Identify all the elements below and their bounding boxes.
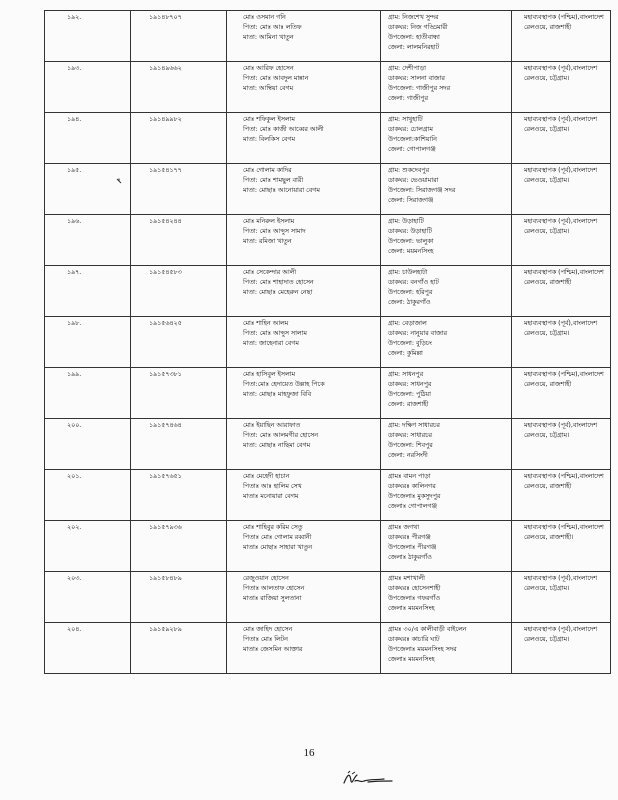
address-line: উপজেলাঃ ময়মনসিংহ সদর — [388, 646, 457, 653]
posting-line: রেলওয়ে, রাজশাহী — [524, 24, 572, 31]
posting-office-cell — [512, 62, 611, 113]
serial-cell: ২০২. — [45, 521, 131, 572]
posting-line: মহাব্যবস্থাপক (পশ্চিম),বাংলাদেশ — [524, 14, 604, 21]
candidate-name-cell — [227, 11, 381, 62]
address-cell — [381, 266, 512, 317]
posting-line: রেলওয়ে, চট্টগ্রাম। — [524, 75, 570, 82]
address-line: গ্রামঃ বামন পাড়া — [388, 473, 431, 480]
address-line: ডাকঘর: নিজ গড্ডিমারী — [388, 24, 448, 31]
address-line: উপজেলা: সিরাজগঞ্জ সদর — [388, 187, 456, 194]
posting-line: রেলওয়ে, চট্টগ্রাম। — [524, 585, 570, 592]
name-line: পিতা: মোঃ আব্দুস সালাম — [243, 330, 307, 337]
table-row — [45, 266, 611, 317]
name-line: পিতা: মোঃ আব্দুস সামাদ — [243, 228, 306, 235]
roll-number-cell: ১৯১৫৭৬৫১ — [131, 470, 227, 521]
address-line: জেলা: সিরাজগঞ্জ — [388, 197, 434, 204]
posting-office-cell — [512, 470, 611, 521]
posting-office-cell — [512, 419, 611, 470]
table-row — [45, 368, 611, 419]
address-line: ডাকঘর: বনগাঁও হাট — [388, 279, 439, 286]
serial-cell: ১৯২. — [45, 11, 131, 62]
posting-line: মহাব্যবস্থাপক (পূর্ব),বাংলাদেশ — [524, 422, 597, 429]
address-line: উপজেলা: হরিপুর — [388, 289, 433, 296]
address-cell — [381, 11, 512, 62]
address-cell — [381, 419, 512, 470]
name-line: মোঃ শফিকুল ইসলাম — [243, 116, 295, 123]
address-line: ডাকঘর: ভেওয়ামারা — [388, 177, 439, 184]
address-line: গ্রাম: বেড়াজাল — [388, 320, 427, 327]
address-line: জেলা: কুমিল্লা — [388, 350, 423, 357]
candidate-name-cell — [227, 164, 381, 215]
table-row — [45, 215, 611, 266]
table-row — [45, 572, 611, 623]
posting-office-cell — [512, 266, 611, 317]
candidate-name-cell — [227, 623, 381, 674]
name-line: পিতা:মোঃ হেদায়েত উল্লাহ পিকে — [243, 381, 325, 388]
address-line: উপজেলাঃ মুকসুদপুর — [388, 493, 441, 500]
address-line: ডাকঘরঃ হোসেনশাহী — [388, 585, 441, 592]
roll-number-cell: ১৯১৪৯৬৬২ — [131, 62, 227, 113]
serial-cell: ১৯৫. — [45, 164, 131, 215]
address-cell — [381, 470, 512, 521]
address-line: গ্রামঃ জগথা — [388, 524, 420, 531]
name-line: পিতা: মোঃ শামছুল বারী — [243, 177, 304, 184]
address-line: উপজেলা: গাজীপুর সদর — [388, 85, 451, 92]
name-line: মোঃ হাসিবুল ইসলাম — [243, 371, 295, 378]
serial-cell: ২০১. — [45, 470, 131, 521]
posting-line: রেলওয়ে, চট্টগ্রাম। — [524, 636, 570, 643]
table-row — [45, 113, 611, 164]
table-row — [45, 419, 611, 470]
table-row — [45, 317, 611, 368]
address-cell — [381, 521, 512, 572]
serial-cell: ১৯৪. — [45, 113, 131, 164]
address-line: উপজেলা: শিবপুর — [388, 442, 433, 449]
roll-number-cell: ১৯১৫৭৪৬৪ — [131, 419, 227, 470]
roll-number-cell: ১৯১৪৮৭০৭ — [131, 11, 227, 62]
page-number: 16 — [303, 747, 315, 759]
address-cell — [381, 62, 512, 113]
roll-number-cell: ১৯১৫৪৫৮৩ — [131, 266, 227, 317]
address-cell — [381, 113, 512, 164]
address-line: জেলা: ময়মনসিংহ — [388, 248, 434, 255]
posting-line: মহাব্যবস্থাপক (পশ্চিম),বাংলাদেশ — [524, 524, 604, 531]
table-row — [45, 62, 611, 113]
address-cell — [381, 368, 512, 419]
address-line: জেলাঃ ঠাকুরগাঁও — [388, 554, 432, 561]
name-line: পিতা: মোঃ আবদুল মান্নান — [243, 75, 309, 82]
posting-line: মহাব্যবস্থাপক (পূর্ব),বাংলাদেশ — [524, 626, 597, 633]
address-line: গ্রাম: চাউলহাটা — [388, 269, 428, 276]
name-line: মাতা: রমিজা খাতুন — [243, 238, 292, 245]
name-line: মাতাঃ মোছাঃ সাহারা খাতুন — [243, 544, 312, 551]
posting-line: রেলওয়ে, চট্টগ্রাম। — [524, 177, 570, 184]
address-cell — [381, 317, 512, 368]
posting-line: মহাব্যবস্থাপক (পশ্চিম),বাংলাদেশ — [524, 269, 604, 276]
name-line: মোঃ মনিরুল ইসলাম — [243, 218, 295, 225]
posting-line: রেলওয়ে, চট্টগ্রাম। — [524, 126, 570, 133]
candidate-name-cell — [227, 521, 381, 572]
name-line: মাতাঃ রাজিয়া সুলতানা — [243, 595, 302, 602]
address-line: উপজেলা: বুড়িচং — [388, 340, 432, 347]
address-line: ডাকঘরঃ কালিনগর — [388, 483, 436, 490]
address-line: উপজেলাঃ পীরগঞ্জ — [388, 544, 437, 551]
posting-line: রেলওয়ে, রাজশাহী — [524, 381, 572, 388]
name-line: পিতা: মোঃ আঃ লতিফ — [243, 24, 302, 31]
posting-line: রেলওয়ে, চট্টগ্রাম। — [524, 228, 570, 235]
name-line: মাতা: মোছাঃ মেহেরুন নেছা — [243, 289, 313, 296]
name-line: পিতাঃ আলতাফ হোসেন — [243, 585, 305, 592]
address-line: জেলাঃ ময়মনসিংহ — [388, 656, 435, 663]
posting-office-cell — [512, 317, 611, 368]
posting-line: রেলওয়ে, চট্টগ্রাম। — [524, 330, 570, 337]
address-line: জেলাঃ ময়মনসিংহ — [388, 605, 435, 612]
posting-office-cell — [512, 623, 611, 674]
address-cell — [381, 623, 512, 674]
name-line: মাতা: মোছাঃ মাহফুজা বিবি — [243, 391, 312, 398]
roll-number-cell: ১৯১৫৮৪৮৯ — [131, 572, 227, 623]
name-line: মাতা: মোছাঃ আনোয়ারা বেগম — [243, 187, 320, 194]
posting-office-cell — [512, 572, 611, 623]
posting-line: রেলওয়ে, রাজশাহী — [524, 483, 572, 490]
posting-line: মহাব্যবস্থাপক (পশ্চিম),বাংলাদেশ — [524, 371, 604, 378]
candidate-name-cell — [227, 572, 381, 623]
roll-number-cell: ১৯১৫৭৯৩৬ — [131, 521, 227, 572]
name-line: রেজুওয়ান হোসেন — [243, 575, 289, 582]
address-line: উপজেলা: পুঠিয়া — [388, 391, 431, 398]
address-line: ডাকঘর: নানুয়ার বাজার — [388, 330, 447, 337]
posting-line: রেলওয়ে, রাজশাহী। — [524, 534, 574, 541]
address-line: উপজেলাঃ গফরগাঁও — [388, 595, 441, 602]
posting-line: মহাব্যবস্থাপক (পূর্ব),বাংলাদেশ — [524, 218, 597, 225]
name-line: মাতা: আম্বিয়া বেগম — [243, 85, 294, 92]
posting-office-cell — [512, 368, 611, 419]
name-line: মোঃ মেহেদী হাচান — [243, 473, 290, 480]
name-line: মাতা: আমিনা খাতুন — [243, 34, 294, 41]
table-row — [45, 521, 611, 572]
posting-office-cell — [512, 113, 611, 164]
address-line: গ্রামঃ ৩০/এ কালীবাড়ী বাইলেন — [388, 626, 467, 633]
address-line: গ্রাম: উড়াহাটি — [388, 218, 424, 225]
address-line: ডাকঘরঃ পীরগঞ্জ — [388, 534, 431, 541]
posting-office-cell — [512, 11, 611, 62]
posting-line: মহাব্যবস্থাপক (পূর্ব),বাংলাদেশ — [524, 575, 597, 582]
address-line: উপজেলা:কাশিয়ানি — [388, 136, 437, 143]
posting-line: রেলওয়ে, রাজশাহী — [524, 279, 572, 286]
serial-cell: ২০৪. — [45, 623, 131, 674]
roll-number-cell: ১৯১৫৬৪২৫ — [131, 317, 227, 368]
address-line: ডাকঘর: সাধারচর — [388, 432, 433, 439]
address-line: গ্রামঃ মশাখালী — [388, 575, 425, 582]
name-line: পিতাঃ মোঃ লিটন — [243, 636, 288, 643]
name-line: পিতা: মোঃ কাজী আব্বের আলী — [243, 126, 324, 133]
address-line: জেলা: নরসিংদী — [388, 452, 428, 459]
name-line: মোঃ গোলাম কাদির — [243, 167, 292, 174]
name-line: পিতা: মোঃ শাহাদাত হোসেন — [243, 279, 314, 286]
posting-line: মহাব্যবস্থাপক (পূর্ব),বাংলাদেশ — [524, 167, 597, 174]
name-line: মোঃ শাহিবুর করিম সেতু — [243, 524, 303, 531]
selection-list-table — [44, 10, 611, 674]
address-line: গ্রাম: নিজশেখ সুন্দর — [388, 14, 439, 21]
roll-number-cell: ১৯১৫৭৩৮১ — [131, 368, 227, 419]
posting-line: মহাব্যবস্থাপক (পশ্চিম),বাংলাদেশ — [524, 473, 604, 480]
address-cell — [381, 164, 512, 215]
name-line: পিতাঃ আঃ হালিম সেখ — [243, 483, 302, 490]
address-line: ডাকঘর: উড়াহাটি — [388, 228, 432, 235]
address-line: ডাকঘরঃ কাচারি ঘাট — [388, 636, 440, 643]
name-line: মোঃ জাহিদ হোসেন — [243, 626, 293, 633]
candidate-name-cell — [227, 266, 381, 317]
posting-line: মহাব্যবস্থাপক (পূর্ব),বাংলাদেশ — [524, 116, 597, 123]
candidate-name-cell — [227, 215, 381, 266]
roll-number-cell: ১৯১৪৯৯৮২ — [131, 113, 227, 164]
serial-cell: ২০০. — [45, 419, 131, 470]
serial-cell: ১৯৯. — [45, 368, 131, 419]
address-line: গ্রাম: সাথুহাটি — [388, 116, 423, 123]
ink-mark — [116, 178, 122, 184]
roll-number-cell: ১৯১৫৯২৮৯ — [131, 623, 227, 674]
address-line: জেলা: গাজীপুর — [388, 95, 428, 102]
candidate-name-cell — [227, 368, 381, 419]
address-line: জেলা: রাজশাহী — [388, 401, 429, 408]
address-line: জেলাঃ গোপালগঞ্জ — [388, 503, 437, 510]
address-line: ডাকঘর: সাধনপুর — [388, 381, 432, 388]
signature — [340, 769, 400, 789]
candidate-name-cell — [227, 470, 381, 521]
address-line: ডাকঘর: চোলগ্রাম — [388, 126, 433, 133]
posting-line: মহাব্যবস্থাপক (পূর্ব),বাংলাদেশ — [524, 65, 597, 72]
name-line: মোঃ সেকেন্দার আলী — [243, 269, 297, 276]
address-line: গ্রাম: দক্ষিণ সাধারচর — [388, 422, 440, 429]
posting-line: মহাব্যবস্থাপক (পূর্ব),বাংলাদেশ — [524, 320, 597, 327]
table-row — [45, 164, 611, 215]
name-line: মোঃ শাহিন আলম — [243, 320, 289, 327]
roll-number-cell: ১৯১৫৪২৪৪ — [131, 215, 227, 266]
name-line: মোঃ ওসমান গনি — [243, 14, 286, 21]
name-line: পিতা: মোঃ আলমগীর হোসেন — [243, 432, 319, 439]
candidate-name-cell — [227, 317, 381, 368]
name-line: মাতাঃ জেসমিন আক্তার — [243, 646, 303, 653]
posting-line: রেলওয়ে, চট্টগ্রাম। — [524, 432, 570, 439]
roll-number-cell: ১৯১৫৪১৭৭ — [131, 164, 227, 215]
name-line: মাতা: বিলকিস বেগম — [243, 136, 296, 143]
address-line: গ্রাম: শুকদেবপুর — [388, 167, 430, 174]
posting-office-cell — [512, 164, 611, 215]
address-cell — [381, 572, 512, 623]
address-cell — [381, 215, 512, 266]
address-line: উপজেলা: হাতীবান্ধা — [388, 34, 440, 41]
table-row — [45, 11, 611, 62]
table-row — [45, 470, 611, 521]
address-line: জেলা: গোপালগঞ্জ — [388, 146, 436, 153]
candidate-name-cell — [227, 62, 381, 113]
name-line: মাতাঃ মনোয়ারা বেগম — [243, 493, 299, 500]
serial-cell: ১৯৩. — [45, 62, 131, 113]
address-line: গ্রাম: সাধনপুর — [388, 371, 424, 378]
name-line: মাতা: জাহেনারা বেগম — [243, 340, 299, 347]
name-line: মোঃ ইয়াছিন আরাফাত — [243, 422, 301, 429]
candidate-name-cell — [227, 419, 381, 470]
serial-cell: ১৯৭. — [45, 266, 131, 317]
address-line: জেলা: লালমনিরহাট — [388, 44, 440, 51]
posting-office-cell — [512, 215, 611, 266]
name-line: মোঃ আরিফ হোসেন — [243, 65, 294, 72]
serial-cell: ২০৩. — [45, 572, 131, 623]
address-line: উপজেলা: ভালুকা — [388, 238, 434, 245]
serial-cell: ১৯৮. — [45, 317, 131, 368]
address-line: গ্রাম: দেশীপাড়া — [388, 65, 426, 72]
name-line: পিতাঃ মোঃ গোলাম রব্বানী — [243, 534, 312, 541]
name-line: মাতা: মোছাঃ নাছিমা বেগম — [243, 442, 311, 449]
candidate-name-cell — [227, 113, 381, 164]
table-body — [45, 11, 611, 674]
address-line: ডাকঘর: সালনা বাজার — [388, 75, 445, 82]
table-row — [45, 623, 611, 674]
address-line: জেলা: ঠাকুরগাঁও — [388, 299, 431, 306]
serial-cell: ১৯৬. — [45, 215, 131, 266]
posting-office-cell — [512, 521, 611, 572]
